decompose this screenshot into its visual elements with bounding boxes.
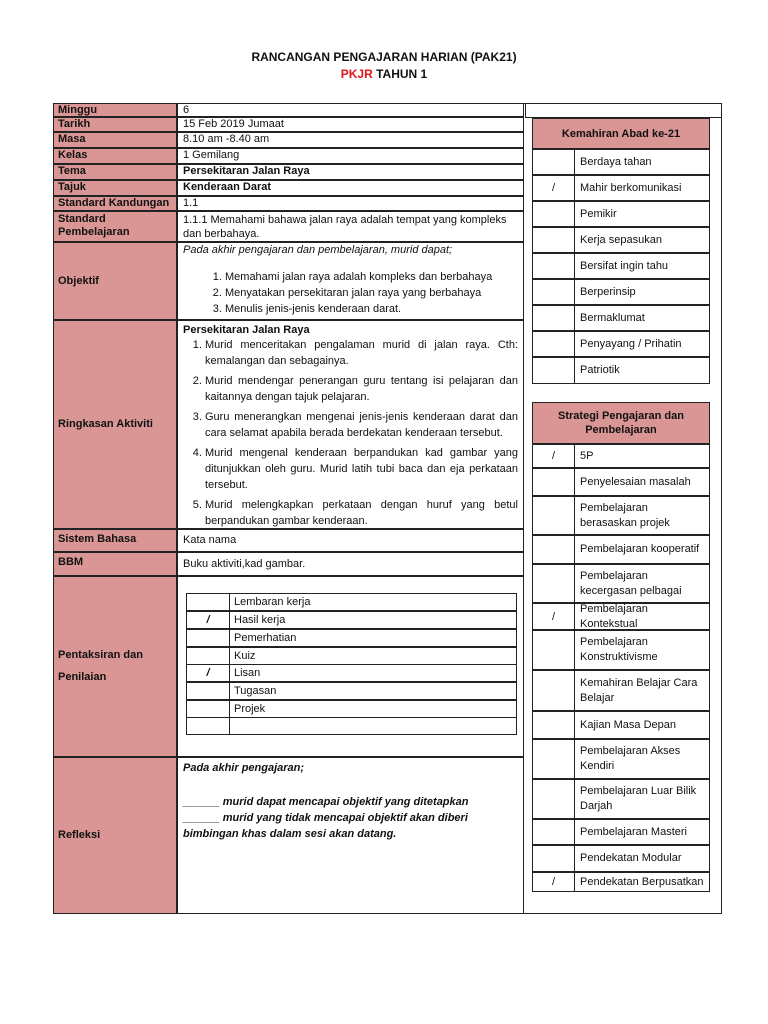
checklist-row: [186, 682, 517, 700]
check-mark: /: [187, 665, 230, 681]
label-standard-kandungan: Standard Kandungan: [53, 196, 177, 211]
checklist-row: [532, 630, 710, 670]
check-mark: [533, 631, 575, 669]
checklist-label: Pemerhatian: [234, 632, 297, 644]
page-title: RANCANGAN PENGAJARAN HARIAN (PAK21): [251, 50, 517, 64]
checklist-label: Pemikir: [580, 207, 617, 220]
check-mark: [187, 701, 230, 717]
label-tema: Tema: [53, 164, 177, 180]
refleksi-line-1: ______ murid dapat mencapai objektif yang ditetapkan: [183, 796, 469, 808]
refleksi-intro: Pada akhir pengajaran;: [183, 762, 305, 774]
check-mark: [533, 228, 575, 252]
checklist-row: [532, 468, 710, 496]
checklist-label: Tugasan: [234, 685, 277, 697]
objektif-item: 3. Menulis jenis-jenis kenderaan darat.: [225, 301, 518, 317]
checklist-row: [186, 593, 517, 611]
value-refleksi: [177, 757, 524, 914]
kemahiran-heading: Kemahiran Abad ke-21: [532, 118, 710, 149]
aktiviti-item: 4. Murid mengenal kenderaan berpandukan kad gambar yang ditunjukkan oleh guru. Murid latih tubi baca dan eja perkataan tersebut.: [205, 445, 518, 493]
checklist-row: [532, 149, 710, 175]
checklist-row: [532, 253, 710, 279]
value-tarikh: 15 Feb 2019 Jumaat: [177, 117, 524, 132]
pentaksiran-label-2: Penilaian: [58, 671, 107, 683]
checklist-row: [532, 711, 710, 739]
checklist-row: [532, 279, 710, 305]
value-sistem-bahasa: Kata nama: [177, 529, 524, 552]
check-mark: [533, 254, 575, 278]
checklist-label: Kemahiran Belajar Cara Belajar: [580, 676, 698, 704]
value-kelas: 1 Gemilang: [177, 148, 524, 164]
checklist-label: Pembelajaran Luar Bilik Darjah: [580, 785, 697, 812]
label-bbm: BBM: [53, 552, 177, 576]
checklist-row: [186, 611, 517, 629]
checklist-label: Pembelajaran kooperatif: [580, 543, 700, 555]
checklist-label: Pendekatan Modular: [580, 852, 682, 864]
value-tema: Persekitaran Jalan Raya: [177, 164, 524, 180]
ringkasan-heading: Persekitaran Jalan Raya: [183, 324, 310, 336]
checklist-row: [532, 175, 710, 201]
check-mark: [533, 202, 575, 226]
checklist-row: [532, 496, 710, 535]
check-mark: /: [533, 604, 575, 629]
check-mark: /: [533, 176, 575, 200]
label-pentaksiran: [53, 576, 177, 757]
strategi-heading: Strategi Pengajaran dan Pembelajaran: [532, 402, 710, 444]
checklist-row: [532, 779, 710, 819]
aktiviti-item: 3. Guru menerangkan mengenai jenis-jenis kenderaan darat dan cara selamat apabila berada berdekatan kenderaan tersebut.: [205, 409, 518, 441]
checklist-label: Pembelajaran Konstruktivisme: [580, 636, 658, 663]
checklist-label: Kajian Masa Depan: [580, 718, 677, 731]
checklist-row: [532, 872, 710, 892]
subject-highlight: PKJR: [340, 67, 373, 81]
check-mark: [533, 536, 575, 563]
value-minggu: 6: [177, 103, 524, 117]
value-objektif: [177, 242, 524, 320]
check-mark: [533, 740, 575, 778]
check-mark: [533, 565, 575, 602]
subject-rest: TAHUN 1: [376, 67, 428, 81]
checklist-row: [532, 739, 710, 779]
pentaksiran-label-1: Pentaksiran dan: [58, 649, 143, 661]
checklist-label: Mahir berkomunikasi: [580, 181, 682, 194]
check-mark: [533, 280, 575, 304]
check-mark: [533, 358, 575, 383]
label-tarikh: Tarikh: [53, 117, 177, 132]
check-mark: [533, 671, 575, 710]
checklist-label: Hasil kerja: [234, 614, 286, 626]
aktiviti-item: 2. Murid mendengar penerangan guru tentang isi pelajaran dan kaitannya dengan tajuk pelajaran.: [205, 373, 518, 405]
checklist-row: [532, 444, 710, 468]
subject-title: [0, 67, 768, 81]
value-standard-pembelajaran: 1.1.1 Memahami bahawa jalan raya adalah tempat yang kompleks dan berbahaya.: [177, 211, 524, 242]
check-mark: [187, 648, 230, 664]
checklist-label: Pembelajaran Akses Kendiri: [580, 745, 681, 772]
checklist-label: Berperinsip: [580, 285, 636, 298]
label-standard-pembelajaran: Standard Pembelajaran: [53, 211, 177, 242]
check-mark: [533, 820, 575, 844]
check-mark: [533, 332, 575, 356]
right-top-blank: [525, 103, 722, 118]
check-mark: [533, 150, 575, 174]
check-mark: /: [187, 612, 230, 628]
objektif-item: 2. Menyatakan persekitaran jalan raya yang berbahaya: [225, 285, 518, 301]
checklist-row: [186, 700, 517, 718]
value-tajuk: Kenderaan Darat: [177, 180, 524, 196]
checklist-label: Kerja sepasukan: [580, 233, 662, 246]
checklist-label: Patriotik: [580, 364, 620, 376]
check-mark: [533, 497, 575, 534]
checklist-label: Pembelajaran berasaskan projek: [580, 501, 670, 529]
checklist-label: Pembelajaran kecergasan pelbagai: [580, 569, 682, 597]
checklist-row: [532, 535, 710, 564]
label-refleksi: Refleksi: [53, 757, 177, 914]
label-objektif: Objektif: [53, 242, 177, 320]
label-tajuk: Tajuk: [53, 180, 177, 196]
checklist-label: Pendekatan Berpusatkan: [580, 875, 704, 888]
value-ringkasan-aktiviti: [177, 320, 524, 529]
check-mark: /: [533, 873, 575, 891]
checklist-row: [532, 227, 710, 253]
value-bbm: Buku aktiviti,kad gambar.: [177, 552, 524, 576]
check-mark: [187, 630, 230, 646]
checklist-row: [532, 201, 710, 227]
checklist-row: [532, 819, 710, 845]
checklist-row: [186, 717, 517, 735]
objektif-item: 1. Memahami jalan raya adalah kompleks dan berbahaya: [225, 269, 518, 285]
checklist-row: [186, 629, 517, 647]
checklist-label: Pembelajaran Kontekstual: [580, 602, 648, 630]
checklist-label: 5P: [580, 449, 594, 462]
label-kelas: Kelas: [53, 148, 177, 164]
checklist-label: Projek: [234, 703, 266, 715]
label-masa: Masa: [53, 132, 177, 148]
checklist-label: Lisan: [234, 667, 261, 679]
aktiviti-item: 5. Murid melengkapkan perkataan dengan huruf yang betul berpandukan gambar kenderaan.: [205, 497, 518, 529]
checklist-row: [532, 564, 710, 603]
value-masa: 8.10 am -8.40 am: [177, 132, 524, 148]
check-mark: [187, 594, 230, 610]
checklist-label: Lembaran kerja: [234, 596, 311, 608]
checklist-label: Kuiz: [234, 650, 256, 662]
checklist-label: Bermaklumat: [580, 311, 645, 324]
label-minggu: Minggu: [53, 103, 177, 117]
checklist-label: Penyelesaian masalah: [580, 475, 691, 488]
checklist-row: [532, 305, 710, 331]
checklist-label: Pembelajaran Masteri: [580, 825, 687, 838]
checklist-row: [532, 845, 710, 872]
objektif-intro: Pada akhir pengajaran dan pembelajaran, murid dapat;: [183, 244, 453, 256]
check-mark: [187, 718, 230, 734]
checklist-label: Penyayang / Prihatin: [580, 337, 682, 350]
checklist-row: [532, 670, 710, 711]
check-mark: [533, 780, 575, 818]
check-mark: [533, 712, 575, 738]
value-standard-kandungan: 1.1: [177, 196, 524, 211]
checklist-row: [532, 357, 710, 384]
checklist-row: [186, 664, 517, 682]
label-sistem-bahasa: Sistem Bahasa: [53, 529, 177, 552]
aktiviti-item: 1. Murid menceritakan pengalaman murid di jalan raya. Cth: kemalangan dan sebagainya.: [205, 337, 518, 369]
label-ringkasan-aktiviti: Ringkasan Aktiviti: [53, 320, 177, 529]
check-mark: /: [533, 445, 575, 467]
refleksi-line-2: ______ murid yang tidak mencapai objektif akan diberi bimbingan khas dalam sesi akan datang.: [183, 812, 468, 840]
check-mark: [187, 683, 230, 699]
checklist-row: [532, 331, 710, 357]
checklist-label: Bersifat ingin tahu: [580, 259, 669, 272]
checklist-row: [186, 647, 517, 665]
checklist-label: Berdaya tahan: [580, 155, 652, 168]
check-mark: [533, 469, 575, 495]
check-mark: [533, 306, 575, 330]
checklist-row: [532, 603, 710, 630]
check-mark: [533, 846, 575, 871]
